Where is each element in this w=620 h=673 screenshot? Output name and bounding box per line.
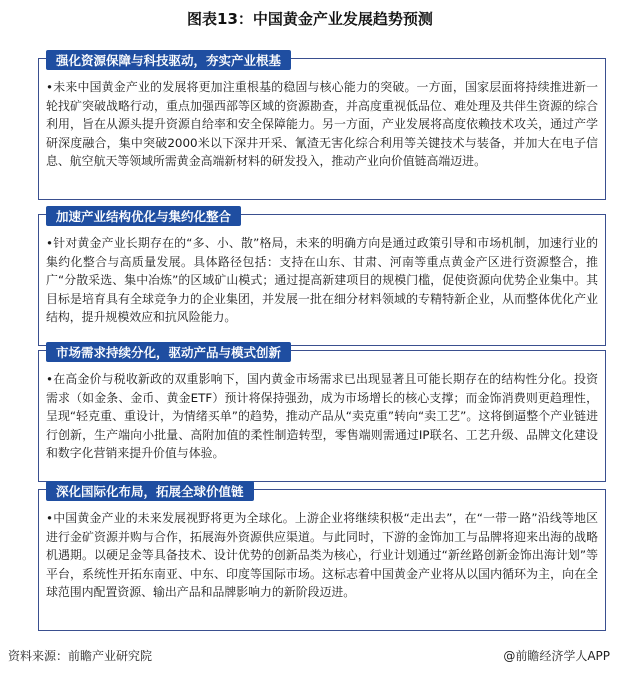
- figure-title: 图表13：中国黄金产业发展趋势预测: [187, 10, 433, 28]
- section-heading: 市场需求持续分化，驱动产品与模式创新: [46, 342, 291, 362]
- brand-credit: [503, 647, 610, 664]
- trend-section-international: [38, 481, 612, 631]
- trend-section-market: [38, 342, 612, 482]
- trend-section-structure: [38, 206, 612, 348]
- section-text: •中国黄金产业的未来发展视野将更为全球化。上游企业将继续积极“走出去”，在“一带一路”沿线等地区进行金矿资源并购与合作，拓展海外资源供应渠道。与此同时，下游的金饰加工与品牌将迎来出海的战略机遇期。以硬足金等具备技术、设计优势的创新品类为核心，行业计划通过“新丝路创新金饰出海计划”等平台，系统性开拓东南亚、中东、印度等国际市场。这标志着中国黄金产业将从以国内循环为主，向在全球范围内配置资源、输出产品和品牌影响力的新阶段迈进。: [46, 511, 598, 600]
- section-text: •未来中国黄金产业的发展将更加注重根基的稳固与核心能力的突破。一方面，国家层面将持续推进新一轮找矿突破战略行动，重点加强西部等区域的资源勘查，并高度重视低品位、难处理及共伴生资源的综合利用，旨在从源头提升资源自给率和安全保障能力。另一方面，产业发展将高度依赖技术攻关，通过产学研深度融合，集中突破2000米以下深井开采、氰渣无害化综合利用等关键技术与装备，并加大在电子信息、航空航天等领域所需黄金高端新材料的研发投入，推动产业向价值链高端迈进。: [46, 80, 598, 169]
- section-text: •在高金价与税收新政的双重影响下，国内黄金市场需求已出现显著且可能长期存在的结构性分化。投资需求（如金条、金币、黄金ETF）预计将保持强劲，成为市场增长的核心支撑；而金饰消费则更趋理性，呈现“轻克重、重设计，为情绪买单”的趋势，推动产品从“卖克重”转向“卖工艺”。这将倒逼整个产业链进行创新，生产端向小批量、高附加值的柔性制造转型，零售端则需通过IP联名、工艺升级、品牌文化建设和数字化营销来提升价值与体验。: [46, 372, 598, 461]
- section-text: •针对黄金产业长期存在的“多、小、散”格局，未来的明确方向是通过政策引导和市场机制，加速行业的集约化整合与高质量发展。具体路径包括：支持在山东、甘肃、河南等重点黄金产区进行资源整合，推广“分散采选、集中冶炼”的区域矿山模式；通过提高新建项目的规模门槛，促使资源向优势企业集中。其目标是培育具有全球竞争力的企业集团，并发展一批在细分材料领域的专精特新企业，从而整体优化产业结构，提升规模效应和抗风险能力。: [46, 236, 598, 325]
- trend-section-resources: [38, 50, 612, 200]
- brand-text: @前瞻经济学人APP: [503, 649, 610, 663]
- section-heading: 强化资源保障与科技驱动，夯实产业根基: [46, 50, 291, 70]
- section-heading: 加速产业结构优化与集约化整合: [46, 206, 241, 226]
- section-heading: 深化国际化布局，拓展全球价值链: [46, 481, 254, 501]
- source-note: 资料来源：前瞻产业研究院: [8, 649, 153, 663]
